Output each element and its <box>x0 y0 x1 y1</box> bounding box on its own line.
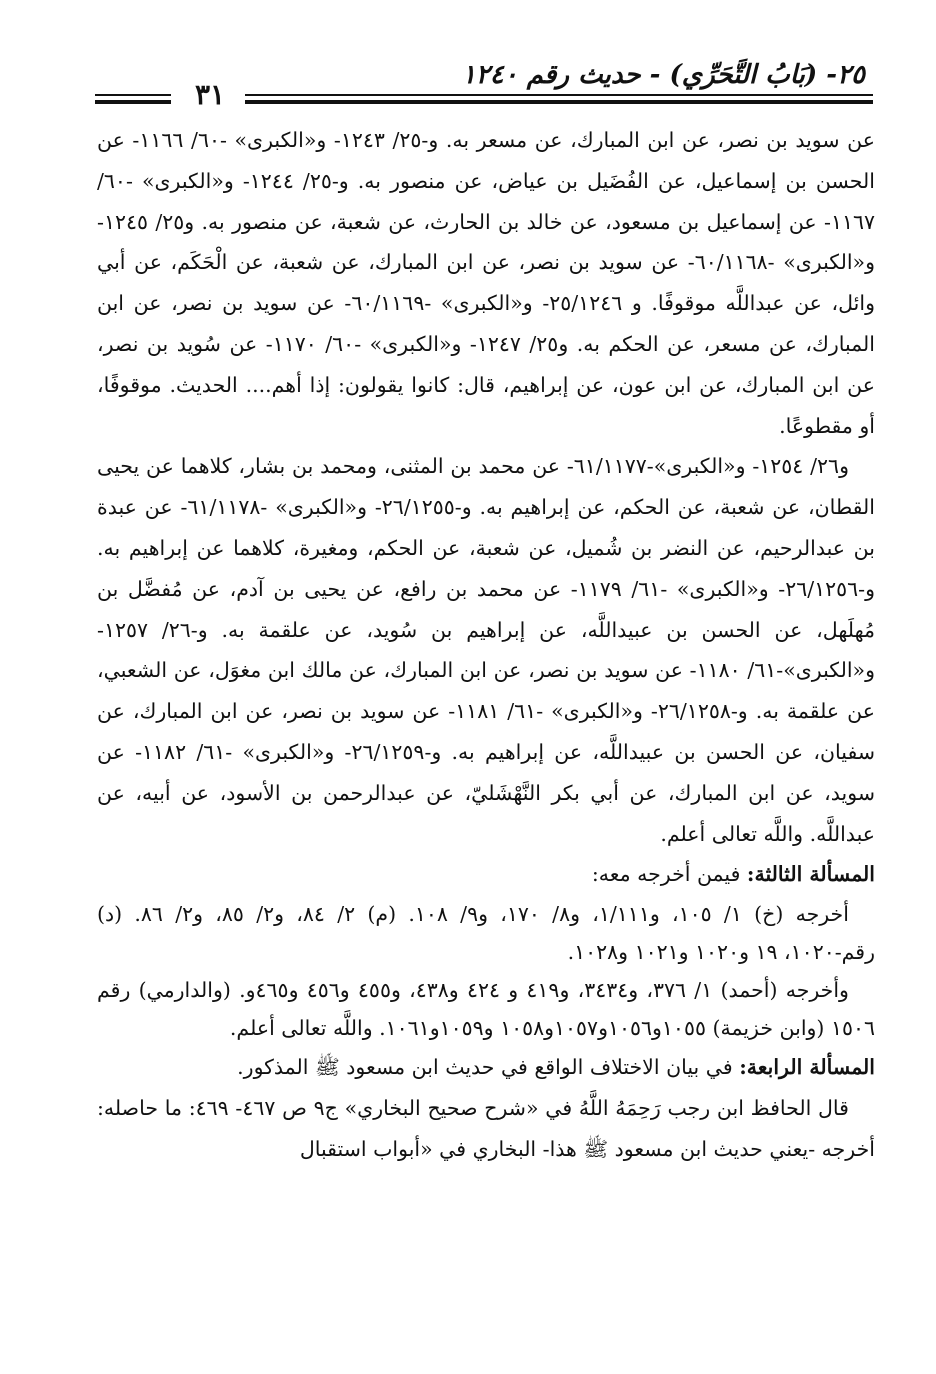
paragraph-sources-1: أخرجه (خ) ١/ ١٠٥، و١/١١١، و٨/ ١٧٠، و٩/ ١٠٨. (م) ٢/ ٨٤، و٢/ ٨٥، و٢/ ٨٦. (د) رقم-١٠٢٠، ١٩ و١٠٢٠ و١٠٢١ و١٠٢٨. <box>97 902 875 965</box>
paragraph-sources-2: وأخرجه (أحمد) ١/ ٣٧٦، و٣٤٣٤، و٤١٩ و ٤٢٤ و٤٣٨، و٤٥٥ و٤٥٦ و٤٦٥و. (والدارمي) رقم ١٥٠٦ (وابن خزيمة) ١٠٥٥و١٠٥٦و١٠٥٧و١٠٥٨ و١٠٥٩و١٠٦١. واللَّه تعالى أعلم. <box>97 978 875 1041</box>
header-rule <box>245 94 873 96</box>
page-number: ٣١ <box>185 78 235 111</box>
header-rule-thick <box>245 100 873 104</box>
paragraph-takhrij-1: عن سويد بن نصر، عن ابن المبارك، عن مسعر به. و-٢٥/ ١٢٤٣- و«الكبرى» -٦٠/ ١١٦٦- عن الحسن بن إسماعيل، عن الفُضَيل بن عياض، عن منصور به. و-٢٥/ ١٢٤٤- و«الكبرى» -٦٠/ ١١٦٧- عن إسماعيل بن مسعود، عن خالد بن الحارث، عن شعبة، عن منصور به. و٢٥/ ١٢٤٥- و«الكبرى» -٦٠/١١٦٨- عن سويد بن نصر، عن ابن المبارك، عن شعبة، عن الْحَكَم، عن أبي وائل، عن عبداللَّه موقوفًا. و ٢٥/١٢٤٦- و«الكبرى» -٦٠/١١٦٩- عن سويد بن نصر، عن ابن المبارك، عن مسعر، عن الحكم به. و٢٥/ ١٢٤٧- و«الكبرى» -٦٠/ ١١٧٠- عن سُويد بن نصر، عن ابن المبارك، عن ابن عون، عن إبراهيم، قال: كانوا يقولون: إذا أهم.... الحديث. موقوفًا، أو مقطوعًا. <box>97 128 875 438</box>
paragraph-ibn-rajab: قال الحافظ ابن رجب رَحِمَهُ اللَّهُ في «شرح صحيح البخاري» ج٩ ص ٤٦٧- ٤٦٩: ما حاصله: أخرجه -يعني حديث ابن مسعود ﷺ هذا- البخاري في «أبواب استقبال <box>97 1095 875 1161</box>
section-label-4: المسألة الرابعة: <box>739 1055 875 1080</box>
section-heading-3 <box>97 854 875 895</box>
page-header <box>95 52 873 112</box>
header-rule-left <box>95 94 171 96</box>
section-label-3: المسألة الثالثة: <box>746 862 875 887</box>
body-text <box>97 120 875 1170</box>
header-rule-left-thick <box>95 100 171 104</box>
section-text-4: في بيان الاختلاف الواقع في حديث ابن مسعود ﷺ المذكور. <box>237 1055 740 1080</box>
section-text-3: فيمن أخرجه معه: <box>591 862 747 887</box>
paragraph-takhrij-2: و٢٦/ ١٢٥٤- و«الكبرى»-٦١/١١٧٧- عن محمد بن المثنى، ومحمد بن بشار، كلاهما عن يحيى القطان، عن شعبة، عن الحكم، عن إبراهيم به. و-٢٦/١٢٥٥- و«الكبرى» -٦١/١١٧٨- عن عبدة بن عبدالرحيم، عن النضر بن شُميل، عن شعبة، عن الحكم، ومغيرة، كلاهما عن إبراهيم به. و-٢٦/١٢٥٦- و«الكبرى» -٦١/ ١١٧٩- عن محمد بن رافع، عن يحيى بن آدم، عن مُفضَّل بن مُهلَهل، عن الحسن بن عبيداللَّه، عن إبراهيم بن سُويد، عن علقمة به. و-٢٦/ ١٢٥٧- و«الكبرى»-٦١/ ١١٨٠- عن سويد بن نصر، عن ابن المبارك، عن مالك ابن مغوَل، عن الشعبي، عن علقمة به. و-٢٦/١٢٥٨- و«الكبرى» -٦١/ ١١٨١- عن سويد بن نصر، عن ابن المبارك، عن سفيان، عن الحسن بن عبيداللَّه، عن إبراهيم به. و-٢٦/١٢٥٩- و«الكبرى» -٦١/ ١١٨٢- عن سويد، عن ابن المبارك، عن أبي بكر النَّهْشَليّ، عن عبدالرحمن بن الأسود، عن أبيه، عن عبداللَّه. واللَّه تعالى أعلم. <box>97 454 876 846</box>
running-title: ٢٥- (بَابُ التَّحَرِّي) - حديث رقم ١٢٤٠ <box>461 60 865 90</box>
section-heading-4 <box>97 1047 875 1088</box>
